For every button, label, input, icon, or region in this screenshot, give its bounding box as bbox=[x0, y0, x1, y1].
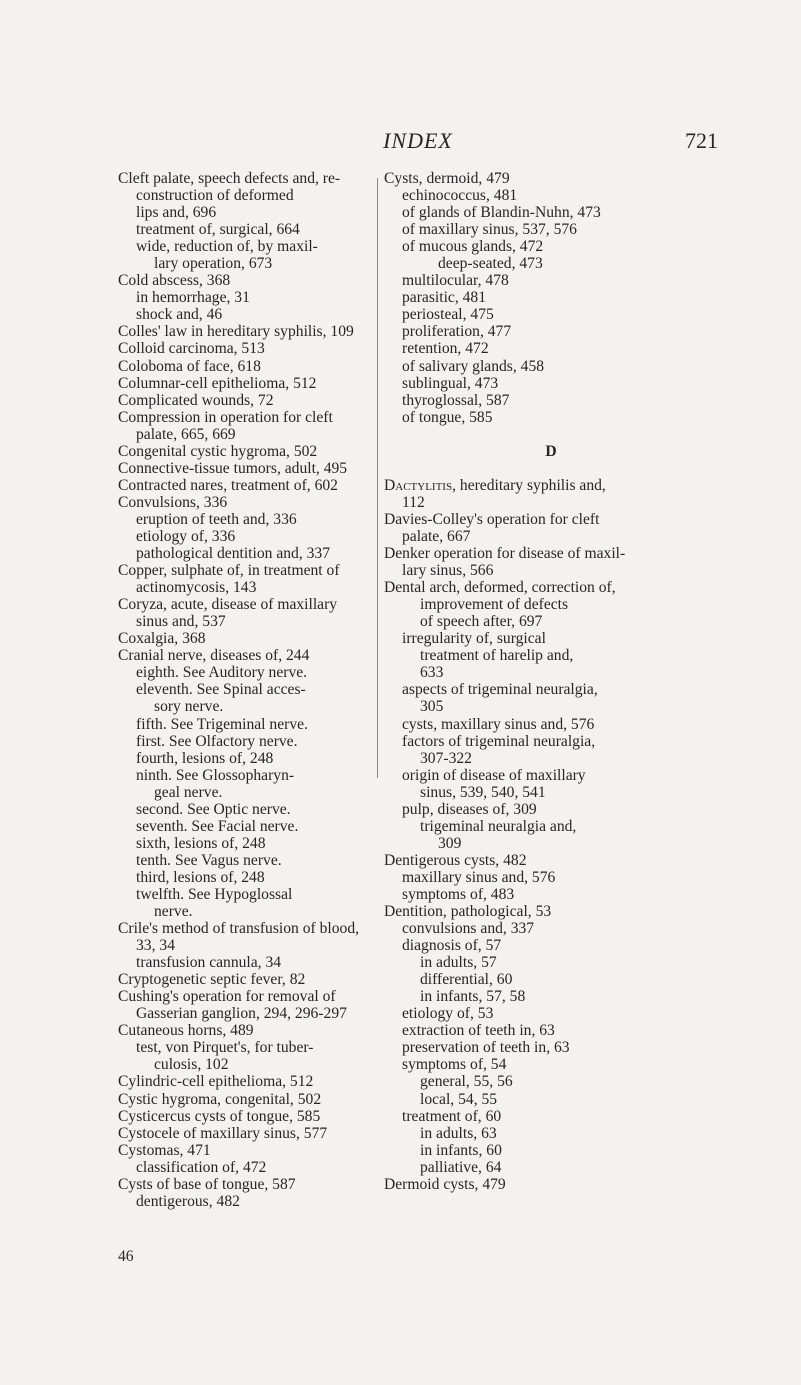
index-subentry: of glands of Blandin-Nuhn, 473 bbox=[402, 204, 601, 222]
index-subentry: wide, reduction of, by maxil- bbox=[136, 238, 318, 256]
index-subentry: nerve. bbox=[154, 903, 193, 921]
index-subentry: lips and, 696 bbox=[136, 204, 217, 222]
index-entry: Congenital cystic hygroma, 502 bbox=[118, 442, 318, 460]
index-subentry: in adults, 63 bbox=[420, 1124, 497, 1142]
index-subentry: etiology of, 336 bbox=[136, 527, 236, 545]
index-subentry: in hemorrhage, 31 bbox=[136, 289, 250, 307]
index-subentry: origin of disease of maxillary bbox=[402, 766, 586, 784]
index-subentry: sinus and, 537 bbox=[136, 613, 226, 631]
index-subentry: maxillary sinus and, 576 bbox=[402, 868, 556, 886]
index-subentry: preservation of teeth in, 63 bbox=[402, 1039, 570, 1057]
index-entry: Coloboma of face, 618 bbox=[118, 357, 261, 375]
index-subentry: cysts, maxillary sinus and, 576 bbox=[402, 715, 595, 733]
index-subentry: of maxillary sinus, 537, 576 bbox=[402, 221, 577, 239]
column-divider bbox=[377, 178, 378, 778]
index-subentry: in adults, 57 bbox=[420, 954, 497, 972]
index-subentry: pulp, diseases of, 309 bbox=[402, 800, 537, 818]
index-entry: Cysts of base of tongue, 587 bbox=[118, 1175, 296, 1193]
index-subentry: eruption of teeth and, 336 bbox=[136, 510, 297, 528]
index-subentry: Gasserian ganglion, 294, 296-297 bbox=[136, 1005, 347, 1023]
index-subentry: palate, 667 bbox=[402, 527, 471, 545]
index-subentry: etiology of, 53 bbox=[402, 1005, 494, 1023]
index-subentry: geal nerve. bbox=[154, 783, 223, 801]
index-entry: Cutaneous horns, 489 bbox=[118, 1022, 254, 1040]
index-subentry: eighth. See Auditory nerve. bbox=[136, 664, 308, 682]
index-subentry: fifth. See Trigeminal nerve. bbox=[136, 715, 308, 733]
index-subentry: first. See Olfactory nerve. bbox=[136, 732, 298, 750]
index-subentry: shock and, 46 bbox=[136, 306, 223, 324]
index-subentry: diagnosis of, 57 bbox=[402, 937, 502, 955]
index-entry: Denker operation for disease of maxil- bbox=[384, 545, 626, 563]
index-subentry: treatment of, 60 bbox=[402, 1107, 502, 1125]
index-subentry: transfusion cannula, 34 bbox=[136, 954, 282, 972]
index-entry: Cystomas, 471 bbox=[118, 1141, 211, 1159]
index-subentry: 307-322 bbox=[420, 749, 472, 767]
index-subentry: dentigerous, 482 bbox=[136, 1192, 240, 1210]
index-entry: Colloid carcinoma, 513 bbox=[118, 340, 265, 358]
section-letter: D bbox=[545, 442, 557, 460]
index-entry: Cryptogenetic septic fever, 82 bbox=[118, 971, 306, 989]
index-subentry: in infants, 57, 58 bbox=[420, 988, 526, 1006]
index-subentry: test, von Pirquet's, for tuber- bbox=[136, 1039, 314, 1057]
left-footer-number: 46 bbox=[118, 1248, 134, 1265]
index-column-right bbox=[384, 170, 718, 1193]
index-subentry: convulsions and, 337 bbox=[402, 920, 535, 938]
index-subentry: sublingual, 473 bbox=[402, 374, 499, 392]
index-subentry: of mucous glands, 472 bbox=[402, 238, 544, 256]
index-entry: Cylindric-cell epithelioma, 512 bbox=[118, 1073, 314, 1091]
index-subentry: twelfth. See Hypoglossal bbox=[136, 885, 293, 903]
index-subentry: multilocular, 478 bbox=[402, 272, 509, 290]
index-subentry: general, 55, 56 bbox=[420, 1073, 513, 1091]
spacer bbox=[384, 426, 718, 443]
index-subentry: periosteal, 475 bbox=[402, 306, 494, 324]
index-subentry: echinococcus, 481 bbox=[402, 187, 518, 205]
index-subentry: extraction of teeth in, 63 bbox=[402, 1022, 555, 1040]
index-subentry: sixth, lesions of, 248 bbox=[136, 834, 266, 852]
index-entry: Cleft palate, speech defects and, re- bbox=[118, 170, 341, 187]
index-subentry: treatment of, surgical, 664 bbox=[136, 221, 300, 239]
index-subentry: treatment of harelip and, bbox=[420, 647, 574, 665]
index-subentry: deep-seated, 473 bbox=[438, 255, 543, 273]
index-entry: Cold abscess, 368 bbox=[118, 272, 231, 290]
index-subentry: improvement of defects bbox=[420, 596, 569, 614]
index-entry: Complicated wounds, 72 bbox=[118, 391, 274, 409]
index-subentry: actinomycosis, 143 bbox=[136, 579, 257, 597]
index-subentry: 633 bbox=[420, 664, 444, 682]
index-entry: Crile's method of transfusion of blood, bbox=[118, 920, 360, 938]
index-subentry: of salivary glands, 458 bbox=[402, 357, 545, 375]
index-subentry: of speech after, 697 bbox=[420, 613, 543, 631]
index-subentry: factors of trigeminal neuralgia, bbox=[402, 732, 596, 750]
index-subentry: 309 bbox=[438, 834, 462, 852]
index-subentry: retention, 472 bbox=[402, 340, 489, 358]
index-entry: Dermoid cysts, 479 bbox=[384, 1175, 506, 1193]
index-entry: Cysticercus cysts of tongue, 585 bbox=[118, 1107, 321, 1125]
index-entry: Cranial nerve, diseases of, 244 bbox=[118, 647, 310, 665]
index-entry: Cystocele of maxillary sinus, 577 bbox=[118, 1124, 328, 1142]
index-subentry: 305 bbox=[420, 698, 444, 716]
index-entry: Dental arch, deformed, correction of, bbox=[384, 579, 616, 597]
index-entry: Dentition, pathological, 53 bbox=[384, 903, 552, 921]
index-subentry: parasitic, 481 bbox=[402, 289, 487, 307]
index-entry: Coxalgia, 368 bbox=[118, 630, 206, 648]
spacer bbox=[384, 460, 718, 477]
index-subentry: construction of deformed bbox=[136, 187, 294, 205]
index-entry: Compression in operation for cleft bbox=[118, 408, 333, 426]
page-header bbox=[118, 128, 718, 158]
index-subentry: sinus, 539, 540, 541 bbox=[420, 783, 546, 801]
index-subentry: lary sinus, 566 bbox=[402, 562, 494, 580]
index-column-left bbox=[118, 170, 374, 1210]
index-subentry: local, 54, 55 bbox=[420, 1090, 498, 1108]
index-subentry: symptoms of, 54 bbox=[402, 1056, 507, 1074]
index-subentry: palliative, 64 bbox=[420, 1158, 502, 1176]
index-subentry: 112 bbox=[402, 493, 425, 511]
index-subentry: fourth, lesions of, 248 bbox=[136, 749, 274, 767]
index-subentry: pathological dentition and, 337 bbox=[136, 545, 331, 563]
index-subentry: proliferation, 477 bbox=[402, 323, 512, 341]
index-subentry: second. See Optic nerve. bbox=[136, 800, 291, 818]
index-subentry: tenth. See Vagus nerve. bbox=[136, 851, 282, 869]
index-subentry: seventh. See Facial nerve. bbox=[136, 817, 299, 835]
index-subentry: in infants, 60 bbox=[420, 1141, 502, 1159]
index-subentry: of tongue, 585 bbox=[402, 408, 493, 426]
index-entry: Columnar-cell epithelioma, 512 bbox=[118, 374, 317, 392]
page-number: 721 bbox=[685, 128, 718, 153]
index-entry: Convulsions, 336 bbox=[118, 493, 228, 511]
index-entry: Connective-tissue tumors, adult, 495 bbox=[118, 459, 348, 477]
index-subentry: lary operation, 673 bbox=[154, 255, 273, 273]
index-subentry: 33, 34 bbox=[136, 937, 175, 955]
index-entry: Dentigerous cysts, 482 bbox=[384, 851, 527, 869]
index-subentry: symptoms of, 483 bbox=[402, 885, 515, 903]
index-subentry: differential, 60 bbox=[420, 971, 513, 989]
index-subentry: irregularity of, surgical bbox=[402, 630, 546, 648]
index-subentry: third, lesions of, 248 bbox=[136, 868, 265, 886]
index-entry: Cystic hygroma, congenital, 502 bbox=[118, 1090, 322, 1108]
index-subentry: palate, 665, 669 bbox=[136, 425, 236, 443]
index-entry: Copper, sulphate of, in treatment of bbox=[118, 562, 340, 580]
index-entry: Contracted nares, treatment of, 602 bbox=[118, 476, 338, 494]
index-subentry: trigeminal neuralgia and, bbox=[420, 817, 577, 835]
index-entry: Colles' law in hereditary syphilis, 109 bbox=[118, 323, 354, 341]
index-entry: Dactylitis, hereditary syphilis and, bbox=[384, 476, 606, 494]
index-entry: Cushing's operation for removal of bbox=[118, 988, 336, 1006]
index-entry: Davies-Colley's operation for cleft bbox=[384, 510, 600, 528]
index-subentry: eleventh. See Spinal acces- bbox=[136, 681, 306, 699]
index-entry: Cysts, dermoid, 479 bbox=[384, 170, 510, 187]
index-subentry: classification of, 472 bbox=[136, 1158, 267, 1176]
index-subentry: thyroglossal, 587 bbox=[402, 391, 510, 409]
index-subentry: sory nerve. bbox=[154, 698, 224, 716]
page-title: INDEX bbox=[383, 128, 453, 153]
index-subentry: aspects of trigeminal neuralgia, bbox=[402, 681, 598, 699]
index-entry: Coryza, acute, disease of maxillary bbox=[118, 596, 338, 614]
index-subentry: culosis, 102 bbox=[154, 1056, 229, 1074]
index-subentry: ninth. See Glossopharyn- bbox=[136, 766, 295, 784]
